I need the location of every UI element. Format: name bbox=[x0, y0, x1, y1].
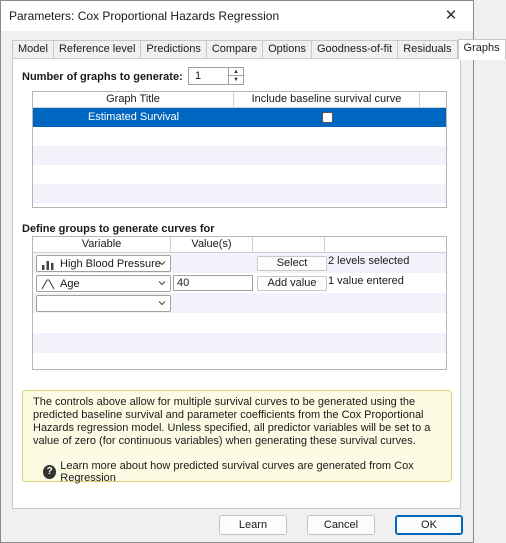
graph-count-value[interactable]: 1 bbox=[195, 70, 202, 82]
table-row-empty bbox=[33, 165, 446, 184]
cancel-button[interactable]: Cancel bbox=[307, 515, 375, 535]
help-link-text[interactable]: Learn more about how predicted survival curves are generated from Cox Regression bbox=[60, 460, 414, 484]
table-row-empty bbox=[33, 146, 446, 165]
graph-title-cell[interactable]: Estimated Survival bbox=[87, 111, 180, 123]
column-header-graph-title[interactable]: Graph Title bbox=[33, 92, 234, 107]
graphs-panel bbox=[12, 58, 461, 509]
include-baseline-checkbox[interactable] bbox=[322, 112, 333, 123]
column-header-status bbox=[325, 237, 446, 252]
learn-button[interactable]: Learn bbox=[219, 515, 287, 535]
help-link[interactable] bbox=[43, 460, 451, 484]
chevron-down-icon bbox=[158, 259, 166, 267]
variable-select[interactable] bbox=[36, 275, 171, 292]
tab-predictions[interactable]: Predictions bbox=[140, 40, 205, 59]
groups-table bbox=[32, 236, 447, 370]
table-row-empty bbox=[33, 313, 446, 333]
question-icon[interactable]: ? bbox=[43, 465, 56, 479]
ok-button[interactable]: OK bbox=[395, 515, 463, 535]
variable-select[interactable] bbox=[36, 255, 171, 272]
graph-count-label: Number of graphs to generate: bbox=[22, 71, 183, 83]
spin-down-icon[interactable]: ▼ bbox=[233, 77, 239, 83]
chevron-down-icon bbox=[158, 299, 166, 307]
info-notice bbox=[22, 390, 452, 482]
variable-select-empty[interactable] bbox=[36, 295, 171, 312]
bar-chart-icon bbox=[41, 258, 55, 270]
continuous-curve-icon bbox=[41, 278, 55, 290]
spinner-buttons bbox=[228, 68, 243, 84]
table-row-empty bbox=[33, 127, 446, 146]
groups-table-header bbox=[33, 237, 446, 253]
variable-select-value: High Blood Pressure bbox=[60, 258, 161, 270]
table-row bbox=[33, 253, 446, 273]
column-header-values[interactable]: Value(s) bbox=[171, 237, 253, 252]
table-row bbox=[33, 273, 446, 293]
select-levels-button[interactable]: Select bbox=[257, 256, 327, 271]
table-row-empty bbox=[33, 184, 446, 203]
add-value-button[interactable]: Add value bbox=[257, 276, 327, 291]
tab-residuals[interactable]: Residuals bbox=[397, 40, 457, 59]
tab-goodness-of-fit[interactable]: Goodness-of-fit bbox=[311, 40, 397, 59]
variable-select-value: Age bbox=[60, 278, 80, 290]
tab-graphs[interactable]: Graphs bbox=[458, 39, 506, 60]
spin-up-icon[interactable]: ▲ bbox=[229, 68, 243, 76]
table-row bbox=[33, 293, 446, 313]
column-header-variable[interactable]: Variable bbox=[33, 237, 171, 252]
table-row-empty bbox=[33, 353, 446, 373]
graphs-table bbox=[32, 91, 447, 208]
notice-text: The controls above allow for multiple survival curves to be generated using the predicted baseline survival and parameter coefficients from the Cox Proportional Hazards regression model. Unless specified, all predictor variables will be set to a value of zero (for continuous variables) when generating these survival curves. bbox=[33, 396, 431, 447]
close-icon[interactable]: ✕ bbox=[444, 7, 458, 24]
groups-label: Define groups to generate curves for bbox=[22, 223, 215, 235]
graphs-table-header bbox=[33, 92, 446, 108]
tab-bar bbox=[12, 39, 506, 59]
include-baseline-cell bbox=[234, 108, 420, 127]
value-input[interactable]: 40 bbox=[173, 275, 253, 291]
graph-count-spinner[interactable] bbox=[188, 67, 244, 85]
tab-options[interactable]: Options bbox=[262, 40, 311, 59]
table-row-empty bbox=[33, 333, 446, 353]
window-title: Parameters: Cox Proportional Hazards Regression bbox=[9, 9, 280, 23]
chevron-down-icon bbox=[158, 279, 166, 287]
value-status: 1 value entered bbox=[328, 275, 404, 287]
levels-status: 2 levels selected bbox=[328, 255, 410, 267]
tab-reference-level[interactable]: Reference level bbox=[53, 40, 140, 59]
column-header-action bbox=[253, 237, 325, 252]
title-bar bbox=[1, 1, 473, 31]
tab-model[interactable]: Model bbox=[12, 40, 53, 59]
tab-compare[interactable]: Compare bbox=[206, 40, 262, 59]
table-row[interactable] bbox=[33, 108, 446, 127]
column-header-include-baseline[interactable]: Include baseline survival curve bbox=[234, 92, 420, 107]
